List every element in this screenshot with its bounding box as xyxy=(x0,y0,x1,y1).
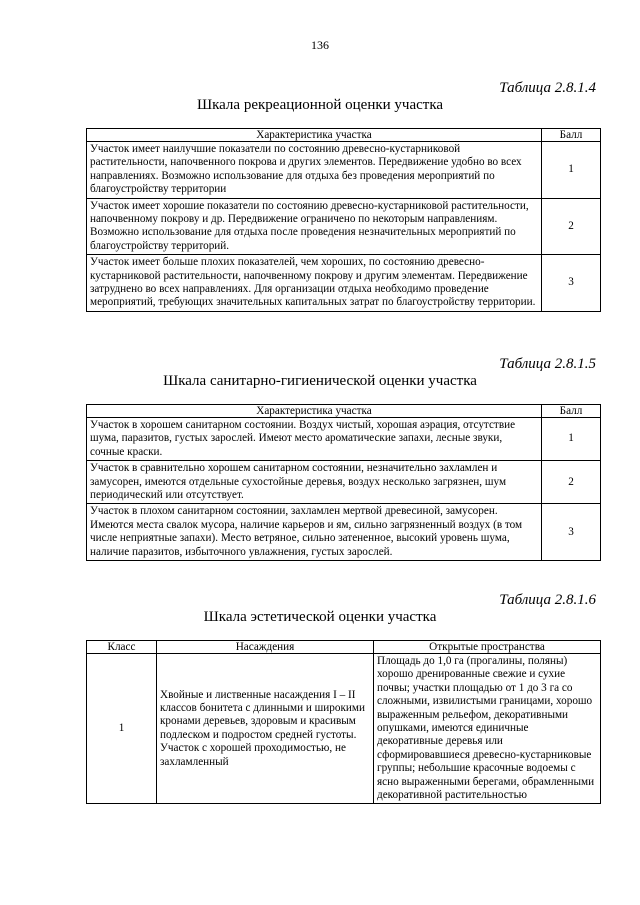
column-header: Насаждения xyxy=(157,641,374,654)
characteristic-cell: Участок в хорошем санитарном состоянии. Воздух чистый, хорошая аэрация, отсутствие шума, паразитов, густых зарослей. Имеют место ароматические запахи, лесные звуки, сочные краски. xyxy=(87,418,542,461)
column-header: Балл xyxy=(542,405,601,418)
page-number: 136 xyxy=(311,38,329,52)
column-header: Открытые пространства xyxy=(374,641,601,654)
table-row xyxy=(87,461,601,504)
table-title: Шкала эстетической оценки участка xyxy=(203,609,437,625)
table-row xyxy=(87,504,601,561)
score-cell: 3 xyxy=(542,255,601,312)
score-cell: 2 xyxy=(542,198,601,255)
class-cell: 1 xyxy=(87,654,157,804)
characteristic-cell: Участок в сравнительно хорошем санитарном состоянии, незначительно захламлен и замусорен, имеются отдельные сухостойные деревья, воздух несколько загрязнен, шум периодический или отсутствует. xyxy=(87,461,542,504)
characteristic-cell: Участок имеет хорошие показатели по состоянию древесно-кустарниковой растительности, напочвенному покрову и др. Передвижение ограничено по некоторым направлениям. Возможно использование для отдыха после проведения незначительных мероприятий по благоустройству территорий. xyxy=(87,198,542,255)
table-title: Шкала санитарно-гигиенической оценки участка xyxy=(163,373,477,389)
characteristic-cell: Участок имеет больше плохих показателей, чем хороших, по состоянию древесно-кустарниковой растительности, напочвенному покрову и другим элементам. Передвижение затруднено во всех направлениях. Для организации отдыха необходимо проведение мероприятий, требующих значительных капитальных затрат по благоустройству территории. xyxy=(87,255,542,312)
score-cell: 2 xyxy=(542,461,601,504)
recreation-score-table xyxy=(86,128,601,312)
table-row xyxy=(87,142,601,199)
column-header: Характеристика участка xyxy=(87,129,542,142)
table-row xyxy=(87,198,601,255)
aesthetic-score-table xyxy=(86,640,601,804)
column-header: Класс xyxy=(87,641,157,654)
table-row xyxy=(87,418,601,461)
score-cell: 3 xyxy=(542,504,601,561)
table-header-row xyxy=(87,405,601,418)
table-title: Шкала рекреационной оценки участка xyxy=(196,97,444,113)
table-label: Таблица 2.8.1.6 xyxy=(499,592,596,608)
characteristic-cell: Участок в плохом санитарном состоянии, захламлен мертвой древесиной, замусорен. Имеются места свалок мусора, наличие карьеров и ям, сильно загрязненный воздух (в том числе неприятные запахи). Место ветряное, сильно затененное, высокий уровень шума, наличие паразитов, избыточного увлажнения, густых зарослей. xyxy=(87,504,542,561)
table-label: Таблица 2.8.1.4 xyxy=(499,80,596,96)
plantings-cell: Хвойные и лиственные насаждения I – II классов бонитета с длинными и широкими кронами деревьев, здоровым и красивым подлеском и подростом средней густоты. Участок с хорошей проходимостью, не захламленный xyxy=(157,654,374,804)
score-cell: 1 xyxy=(542,142,601,199)
table-row xyxy=(87,255,601,312)
table-row xyxy=(87,654,601,804)
characteristic-cell: Участок имеет наилучшие показатели по состоянию древесно-кустарниковой растительности, напочвенного покрова и других элементов. Передвижение удобно во всех направлениях. Возможно использование для отдыха без проведения мероприятий по благоустройству территории xyxy=(87,142,542,199)
table-header-row xyxy=(87,129,601,142)
table-header-row xyxy=(87,641,601,654)
table-label: Таблица 2.8.1.5 xyxy=(499,356,596,372)
column-header: Характеристика участка xyxy=(87,405,542,418)
sanitary-score-table xyxy=(86,404,601,561)
open-spaces-cell: Площадь до 1,0 га (прогалины, поляны) хорошо дренированные свежие и сухие почвы; участки площадью от 1 до 3 га со сложными, извилистыми границами, хорошо выраженным рельефом, декоративными опушками, имеются единичные декоративные деревья или сформировавшиеся древесно-кустарниковые группы; небольшие красочные водоемы с ясно выраженными берегами, обрамленными декоративной растительностью xyxy=(374,654,601,804)
column-header: Балл xyxy=(542,129,601,142)
score-cell: 1 xyxy=(542,418,601,461)
